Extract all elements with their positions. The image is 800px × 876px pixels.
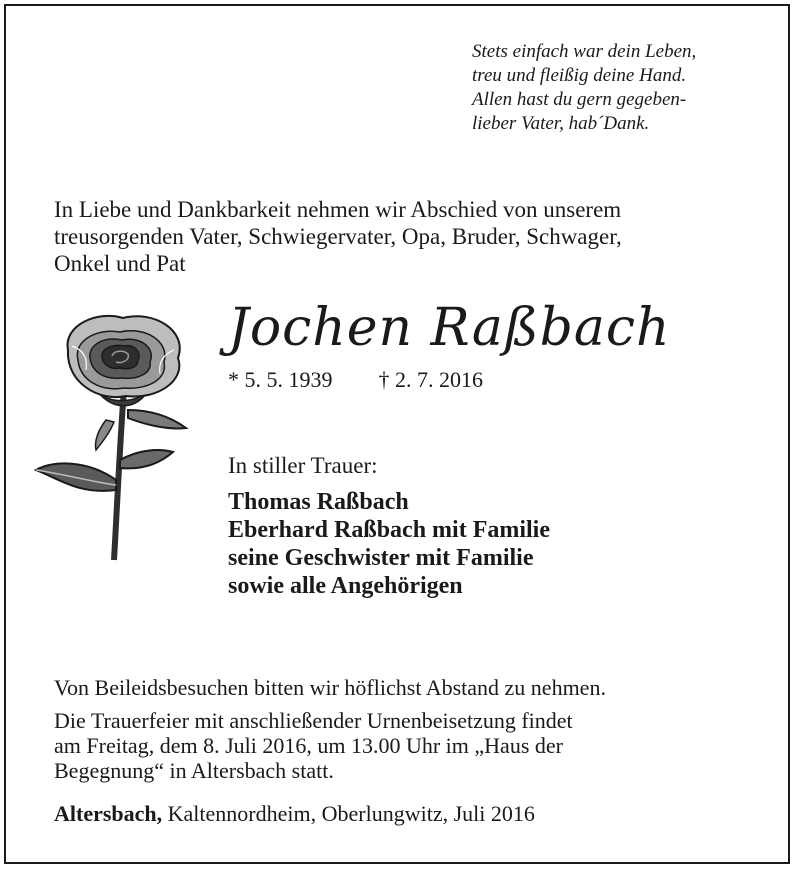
mourner-name: sowie alle Angehörigen	[228, 573, 463, 599]
poem-line: Stets einfach war dein Leben,	[472, 41, 697, 62]
poem-line: Allen hast du gern gegeben-	[472, 89, 687, 110]
memorial-poem	[472, 40, 772, 136]
birth-date: * 5. 5. 1939	[228, 367, 333, 392]
death-date: † 2. 7. 2016	[378, 367, 483, 392]
intro-line: In Liebe und Dankbarkeit nehmen wir Abschied von unserem	[54, 197, 622, 222]
intro-text	[54, 196, 754, 277]
ceremony-line: Begegnung“ in Altersbach statt.	[54, 758, 334, 783]
poem-line: lieber Vater, hab´Dank.	[472, 113, 650, 134]
mourning-label: In stiller Trauer:	[228, 453, 378, 478]
deceased-name: Jochen Raßbach	[228, 298, 671, 358]
mourner-name: Thomas Raßbach	[228, 489, 409, 515]
condolence-notice: Von Beileidsbesuchen bitten wir höflichst Abstand zu nehmen.	[54, 675, 606, 700]
poem-line: treu und fleißig deine Hand.	[472, 65, 687, 86]
place-date-line	[54, 800, 535, 827]
primary-place: Altersbach,	[54, 801, 163, 826]
ceremony-line: Die Trauerfeier mit anschließender Urnenbeisetzung findet	[54, 708, 573, 733]
mourner-name: Eberhard Raßbach mit Familie	[228, 517, 550, 543]
intro-line: Onkel und Pat	[54, 251, 186, 276]
other-places-date: Kaltennordheim, Oberlungwitz, Juli 2016	[167, 801, 535, 826]
intro-line: treusorgenden Vater, Schwiegervater, Opa, Bruder, Schwager,	[54, 224, 622, 249]
ceremony-details	[54, 708, 573, 783]
mourner-name: seine Geschwister mit Familie	[228, 545, 534, 571]
life-dates	[228, 366, 483, 394]
mourner-list	[228, 488, 550, 600]
rose-icon	[28, 310, 208, 570]
ceremony-line: am Freitag, dem 8. Juli 2016, um 13.00 Uhr im „Haus der	[54, 733, 563, 758]
